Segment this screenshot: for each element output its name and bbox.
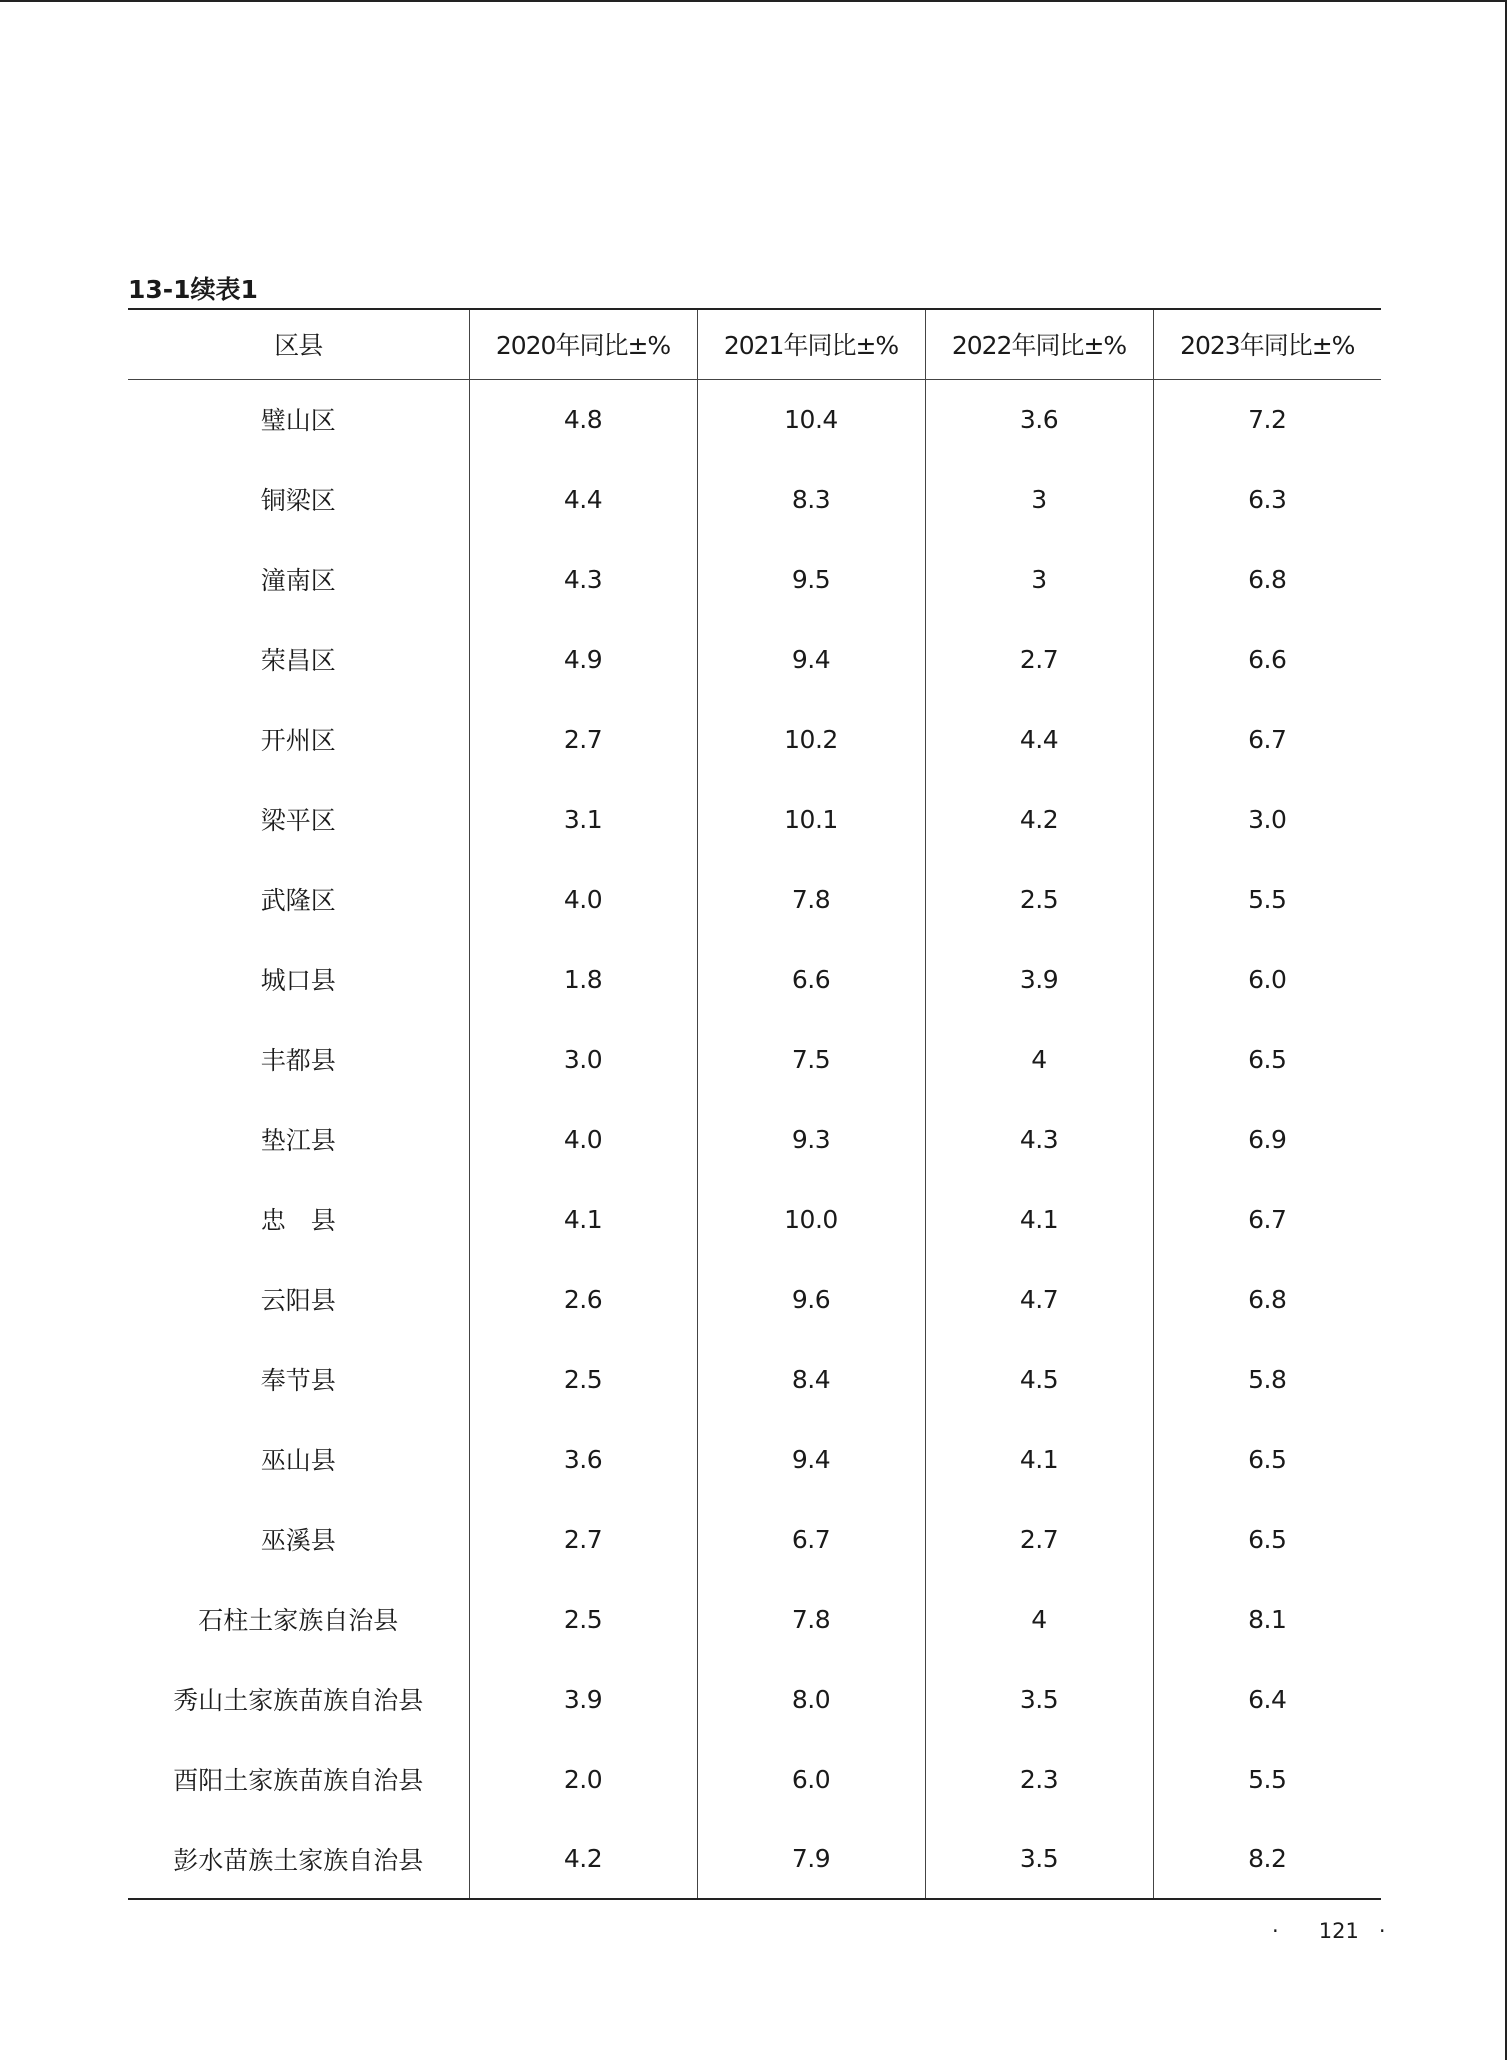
cell-y2022: 2.7 — [925, 619, 1153, 699]
page-dot-right: · — [1378, 1919, 1386, 1943]
cell-y2020: 2.5 — [469, 1339, 697, 1419]
cell-district: 巫山县 — [260, 1446, 336, 1475]
header-2020: 2020年同比±% — [469, 309, 697, 379]
cell-y2020: 2.5 — [469, 1579, 697, 1659]
cell-district: 垫江县 — [260, 1126, 336, 1155]
table-row — [128, 1819, 1381, 1899]
cell-y2023: 6.5 — [1153, 1499, 1381, 1579]
cell-y2022: 3 — [925, 459, 1153, 539]
cell-y2023: 3.0 — [1153, 779, 1381, 859]
table-row — [128, 939, 1381, 1019]
cell-y2023: 5.8 — [1153, 1339, 1381, 1419]
cell-y2020: 4.0 — [469, 1099, 697, 1179]
table-row — [128, 1579, 1381, 1659]
cell-y2020: 4.4 — [469, 459, 697, 539]
cell-y2022: 4.7 — [925, 1259, 1153, 1339]
table-row — [128, 539, 1381, 619]
cell-district: 云阳县 — [260, 1286, 336, 1315]
cell-y2022: 3.5 — [925, 1659, 1153, 1739]
cell-y2020: 2.6 — [469, 1259, 697, 1339]
cell-y2020: 1.8 — [469, 939, 697, 1019]
cell-y2022: 4 — [925, 1579, 1153, 1659]
cell-district: 丰都县 — [260, 1046, 336, 1075]
table-row — [128, 1499, 1381, 1579]
cell-y2023: 5.5 — [1153, 859, 1381, 939]
cell-y2021: 7.9 — [697, 1819, 925, 1899]
table-row — [128, 1099, 1381, 1179]
page-dot-left: · — [1272, 1919, 1279, 1943]
data-table — [128, 308, 1381, 1900]
cell-district: 酉阳土家族苗族自治县 — [173, 1766, 424, 1795]
cell-y2020: 4.0 — [469, 859, 697, 939]
header-2023: 2023年同比±% — [1153, 309, 1381, 379]
cell-district: 荣昌区 — [260, 646, 336, 675]
cell-y2022: 3.9 — [925, 939, 1153, 1019]
cell-district: 铜梁区 — [260, 486, 336, 515]
table-row — [128, 779, 1381, 859]
cell-y2022: 4.1 — [925, 1419, 1153, 1499]
cell-y2022: 2.3 — [925, 1739, 1153, 1819]
cell-district: 巫溪县 — [260, 1526, 336, 1555]
cell-y2020: 4.2 — [469, 1819, 697, 1899]
table-row — [128, 459, 1381, 539]
cell-district: 梁平区 — [260, 806, 336, 835]
cell-y2021: 6.7 — [697, 1499, 925, 1579]
table-row — [128, 1659, 1381, 1739]
cell-y2021: 10.1 — [697, 779, 925, 859]
cell-y2022: 3.6 — [925, 379, 1153, 459]
cell-y2023: 6.9 — [1153, 1099, 1381, 1179]
cell-y2023: 8.2 — [1153, 1819, 1381, 1899]
cell-y2021: 7.8 — [697, 859, 925, 939]
cell-y2021: 8.0 — [697, 1659, 925, 1739]
cell-y2023: 6.8 — [1153, 1259, 1381, 1339]
cell-y2020: 4.1 — [469, 1179, 697, 1259]
cell-district: 彭水苗族土家族自治县 — [128, 1819, 469, 1899]
cell-y2020: 4.8 — [469, 379, 697, 459]
table-body — [128, 379, 1381, 1899]
cell-y2023: 6.5 — [1153, 1019, 1381, 1099]
cell-y2023: 6.8 — [1153, 539, 1381, 619]
cell-y2023: 7.2 — [1153, 379, 1381, 459]
cell-y2020: 2.7 — [469, 699, 697, 779]
cell-district: 石柱土家族自治县 — [198, 1606, 399, 1635]
table-row — [128, 1339, 1381, 1419]
cell-y2022: 2.5 — [925, 859, 1153, 939]
cell-y2021: 9.4 — [697, 619, 925, 699]
cell-y2022: 4.4 — [925, 699, 1153, 779]
cell-district: 武隆区 — [260, 886, 336, 915]
cell-y2021: 9.3 — [697, 1099, 925, 1179]
cell-district: 秀山土家族苗族自治县 — [173, 1686, 424, 1715]
cell-y2021: 6.6 — [697, 939, 925, 1019]
cell-y2021: 8.3 — [697, 459, 925, 539]
header-2021: 2021年同比±% — [697, 309, 925, 379]
page-number-value: 121 — [1318, 1919, 1359, 1943]
cell-y2023: 6.4 — [1153, 1659, 1381, 1739]
cell-y2022: 4.2 — [925, 779, 1153, 859]
cell-y2022: 4.3 — [925, 1099, 1153, 1179]
cell-district: 奉节县 — [260, 1366, 336, 1395]
cell-district: 忠 县 — [260, 1206, 336, 1235]
cell-y2021: 9.5 — [697, 539, 925, 619]
cell-y2021: 10.4 — [697, 379, 925, 459]
table-row — [128, 1259, 1381, 1339]
table-row — [128, 379, 1381, 459]
table-row — [128, 699, 1381, 779]
page-number — [1272, 1919, 1386, 1943]
cell-y2022: 4.5 — [925, 1339, 1153, 1419]
cell-y2021: 7.8 — [697, 1579, 925, 1659]
cell-y2022: 4 — [925, 1019, 1153, 1099]
cell-y2023: 6.7 — [1153, 1179, 1381, 1259]
cell-y2022: 2.7 — [925, 1499, 1153, 1579]
table-title: 13-1续表1 — [128, 275, 258, 304]
cell-y2023: 6.7 — [1153, 699, 1381, 779]
cell-y2021: 10.2 — [697, 699, 925, 779]
cell-district: 潼南区 — [260, 566, 336, 595]
cell-y2022: 3.5 — [925, 1819, 1153, 1899]
table-row — [128, 619, 1381, 699]
cell-y2020: 2.7 — [469, 1499, 697, 1579]
cell-y2020: 3.6 — [469, 1419, 697, 1499]
cell-district: 开州区 — [260, 726, 336, 755]
cell-y2023: 5.5 — [1153, 1739, 1381, 1819]
table-row — [128, 1179, 1381, 1259]
table-row — [128, 859, 1381, 939]
cell-y2021: 7.5 — [697, 1019, 925, 1099]
cell-y2021: 8.4 — [697, 1339, 925, 1419]
cell-y2020: 4.9 — [469, 619, 697, 699]
cell-y2023: 6.6 — [1153, 619, 1381, 699]
header-row — [128, 309, 1381, 379]
cell-y2022: 3 — [925, 539, 1153, 619]
cell-district: 城口县 — [260, 966, 336, 995]
header-2022: 2022年同比±% — [925, 309, 1153, 379]
cell-y2021: 6.0 — [697, 1739, 925, 1819]
cell-y2021: 10.0 — [697, 1179, 925, 1259]
cell-y2021: 9.6 — [697, 1259, 925, 1339]
cell-y2023: 6.0 — [1153, 939, 1381, 1019]
cell-y2020: 2.0 — [469, 1739, 697, 1819]
cell-y2023: 8.1 — [1153, 1579, 1381, 1659]
table-row — [128, 1739, 1381, 1819]
cell-y2023: 6.5 — [1153, 1419, 1381, 1499]
cell-y2020: 3.1 — [469, 779, 697, 859]
cell-y2021: 9.4 — [697, 1419, 925, 1499]
cell-y2022: 4.1 — [925, 1179, 1153, 1259]
cell-district: 璧山区 — [260, 406, 336, 436]
header-district: 区县 — [128, 309, 469, 379]
table-row — [128, 1419, 1381, 1499]
cell-y2020: 4.3 — [469, 539, 697, 619]
cell-y2020: 3.0 — [469, 1019, 697, 1099]
cell-y2023: 6.3 — [1153, 459, 1381, 539]
table-row — [128, 1019, 1381, 1099]
cell-y2020: 3.9 — [469, 1659, 697, 1739]
